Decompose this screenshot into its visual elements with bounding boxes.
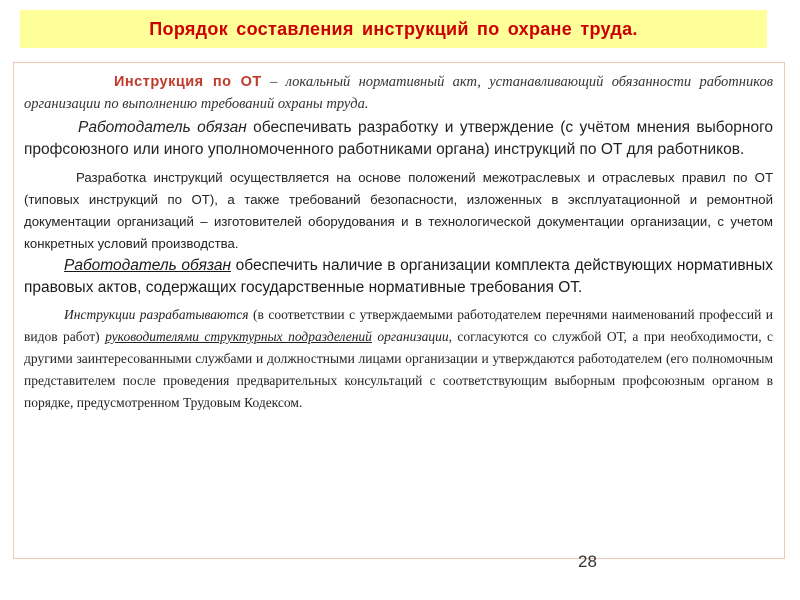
content-box	[13, 62, 785, 559]
employer-duty-1-lead: Работодатель обязан	[78, 119, 247, 136]
paragraph-employer-duty-1	[24, 117, 773, 161]
title-bar	[20, 10, 767, 48]
employer-duty-1-text: обеспечивать разработку и утверждение (с учётом мнения выборного профсоюзного или иного уполномоченного работниками органа) инструкций по ОТ для работников.	[24, 119, 774, 158]
instruction-development-underlined: руководителями структурных подразделений	[105, 329, 372, 344]
slide-title: Порядок составления инструкций по охране труда.	[149, 18, 638, 39]
definition-term: Инструкция по ОТ	[114, 74, 262, 90]
definition-text: – локальный нормативный акт, устанавливающий обязанности работников организации по выполнению требований охраны труда.	[24, 74, 773, 112]
development-basis-text: Разработка инструкций осуществляется на основе положений межотраслевых и отраслевых правил по ОТ (типовых инструкций по ОТ), а также требований безопасности, изложенных в эксплуатационной и ремонтной документации организаций – изготовителей оборудования и в технологической документации организации, с учетом конкретных условий производства.	[24, 170, 773, 251]
paragraph-definition	[24, 71, 773, 115]
employer-duty-2-text: обеспечить наличие в организации комплекта действующих нормативных правовых актов, содержащих государственные нормативные требования ОТ.	[24, 257, 773, 296]
instruction-development-part1: (в соответствии с утверждаемыми работодателем перечнями наименований профессий и видов работ)	[24, 307, 773, 344]
employer-duty-2-lead: Работодатель обязан	[64, 257, 232, 274]
instruction-development-part2: , согласуются со службой ОТ, а при необходимости, с другими заинтересованными службами и должностными лицами организации и утверждаются работодателем (его полномочным представителем после проведения предварительных консультаций с соответствующим выборным профсоюзным органом в порядке, предусмотренном Трудовым Кодексом.	[24, 329, 774, 410]
paragraph-instruction-development	[24, 304, 773, 414]
paragraph-development-basis	[24, 167, 773, 255]
instruction-development-italic: организации	[371, 329, 449, 344]
paragraph-employer-duty-2	[24, 255, 773, 299]
instruction-development-lead: Инструкции разрабатываются	[64, 307, 249, 322]
page-number: 28	[578, 552, 597, 571]
